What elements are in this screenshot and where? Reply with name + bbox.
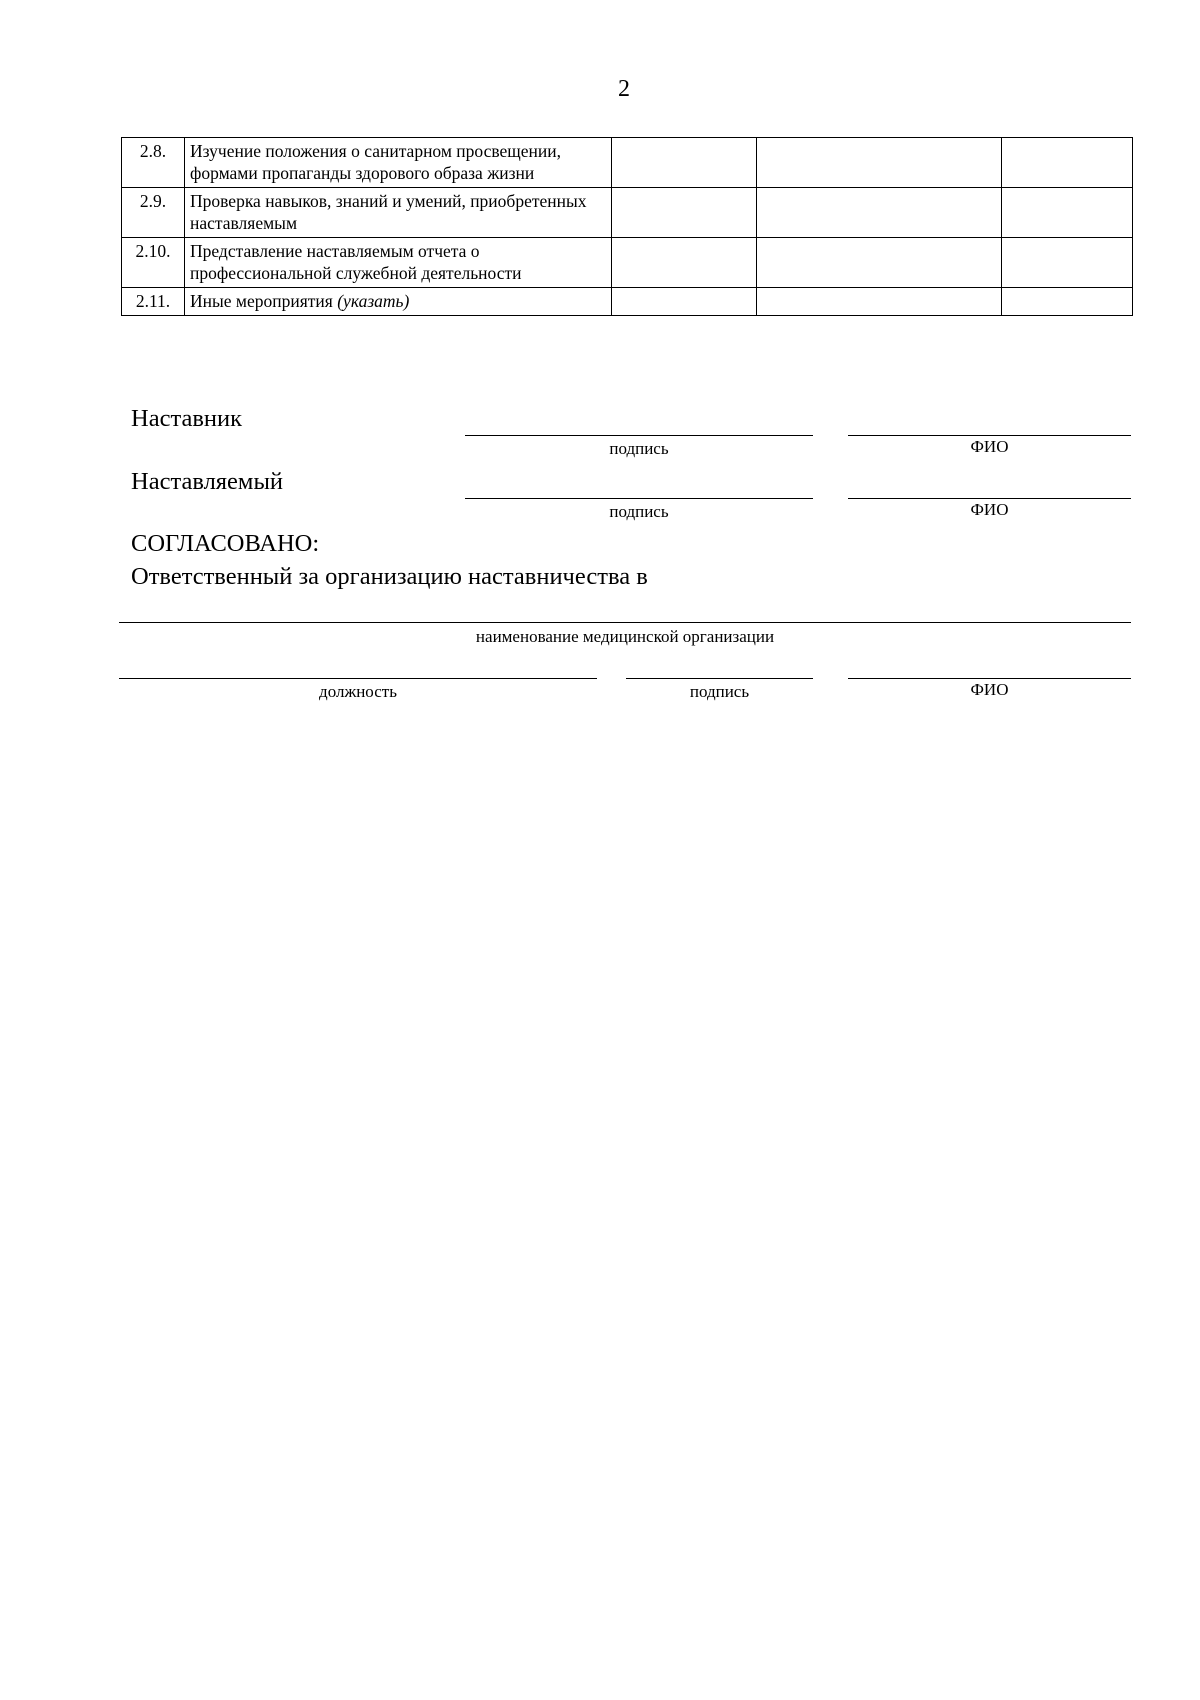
row-number: 2.11. <box>122 288 185 316</box>
row-number: 2.9. <box>122 188 185 238</box>
empty-cell <box>1002 238 1133 288</box>
empty-cell <box>612 188 757 238</box>
table-row <box>122 288 1133 316</box>
mentee-name-line <box>848 498 1131 499</box>
mentee-label: Наставляемый <box>131 468 284 495</box>
empty-cell <box>1002 288 1133 316</box>
responsible-text: Ответственный за организацию наставничества в <box>131 563 648 590</box>
approval-name-caption: ФИО <box>970 680 1009 699</box>
empty-cell <box>612 138 757 188</box>
empty-cell <box>757 188 1002 238</box>
row-text-plain: Иные мероприятия <box>190 291 338 311</box>
row-text <box>185 288 612 316</box>
empty-cell <box>1002 188 1133 238</box>
position-caption: должность <box>319 682 397 701</box>
row-number: 2.10. <box>122 238 185 288</box>
empty-cell <box>612 238 757 288</box>
row-text: Изучение положения о санитарном просвещении, формами пропаганды здорового образа жизни <box>185 138 612 188</box>
organization-caption: наименование медицинской организации <box>475 627 775 646</box>
organization-line <box>119 622 1131 623</box>
row-text: Проверка навыков, знаний и умений, приобретенных наставляемым <box>185 188 612 238</box>
page-number: 2 <box>618 76 630 102</box>
mentee-name-caption: ФИО <box>970 500 1009 519</box>
approval-signature-line <box>626 678 813 679</box>
mentee-signature-caption: подпись <box>609 502 669 521</box>
empty-cell <box>1002 138 1133 188</box>
approval-title: СОГЛАСОВАНО: <box>131 530 320 557</box>
approval-name-line <box>848 678 1131 679</box>
table-row <box>122 188 1133 238</box>
mentee-signature-line <box>465 498 813 499</box>
row-text: Представление наставляемым отчета о профессиональной служебной деятельности <box>185 238 612 288</box>
mentor-signature-line <box>465 435 813 436</box>
row-number: 2.8. <box>122 138 185 188</box>
mentor-label: Наставник <box>131 405 243 432</box>
empty-cell <box>612 288 757 316</box>
table-row <box>122 138 1133 188</box>
empty-cell <box>757 288 1002 316</box>
empty-cell <box>757 238 1002 288</box>
activities-table <box>121 137 1133 316</box>
row-text-italic: (указать) <box>337 291 410 311</box>
table-row <box>122 238 1133 288</box>
approval-signature-caption: подпись <box>689 682 750 701</box>
mentor-signature-caption: подпись <box>609 439 669 458</box>
position-line <box>119 678 597 679</box>
empty-cell <box>757 138 1002 188</box>
mentor-name-line <box>848 435 1131 436</box>
mentor-name-caption: ФИО <box>970 437 1009 456</box>
